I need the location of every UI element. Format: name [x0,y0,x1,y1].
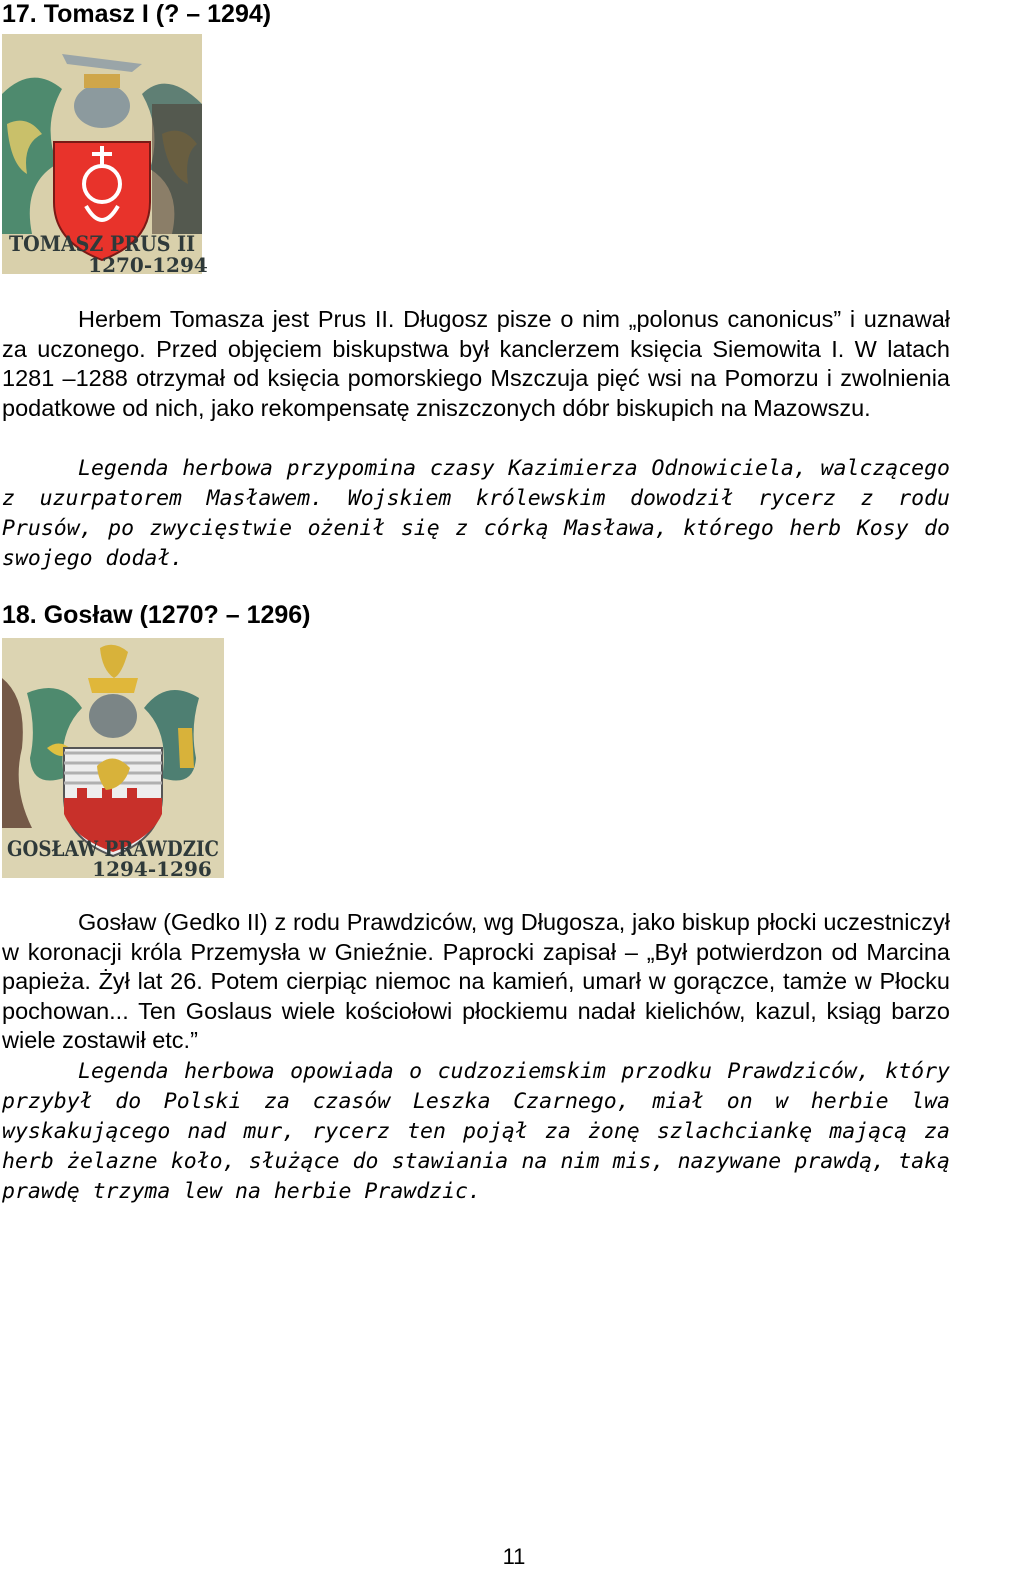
coat-of-arms-prawdzic-image [2,638,224,881]
section-heading-tomasz: 17. Tomasz I (? – 1294) [2,0,272,28]
section-legend-goslaw [2,1057,950,1207]
crest-caption-name: TOMASZ PRUS II [9,231,195,256]
paragraph-text: Herbem Tomasza jest Prus II. Długosz pisze o nim „polonus canonicus” i uznawał za uczonego. Przed objęciem biskupstwa był kanclerzem księcia Siemowita I. W latach 1281 –1288 otrzymał od księcia pomorskiego Mszczuja pięć wsi na Pomorzu i zwolnienia podatkowe od nich, jako rekompensatę zniszczonych dóbr biskupich na Mazowszu. [2,306,950,421]
section-heading-goslaw: 18. Gosław (1270? – 1296) [2,601,311,629]
crest-caption-dates: 1294-1296 [92,857,212,881]
crest-caption-dates: 1270-1294 [88,253,208,277]
section-paragraph-tomasz [2,305,950,423]
coat-of-arms-prus-image [2,34,208,277]
section-paragraph-goslaw [2,908,950,1056]
crest-caption-name: GOSŁAW PRAWDZIC [7,836,219,861]
prawdzic-crest-illustration [2,638,224,881]
page-number: 11 [502,1544,526,1569]
legend-text: Legenda herbowa przypomina czasy Kazimierza Odnowiciela, walczącego z uzurpatorem Masławem. Wojskiem królewskim dowodził rycerz z rodu Prusów, po zwycięstwie ożenił się z córką Masława, którego herb Kosy do swojego dodał. [2,456,950,571]
legend-text: Legenda herbowa opowiada o cudzoziemskim przodku Prawdziców, który przybył do Polski za czasów Leszka Czarnego, miał on w herbie lwa wyskakującego nad mur, rycerz ten pojął za żonę szlachciankę mającą za herb żelazne koło, służące do stawiania na nim mis, nazywane prawdą, taką prawdę trzyma lew na herbie Prawdzic. [2,1059,950,1204]
paragraph-text: Gosław (Gedko II) z rodu Prawdziców, wg Długosza, jako biskup płocki uczestniczył w koronacji króla Przemysła w Gnieźnie. Paprocki zapisał – „Był potwierdzon od Marcina papieża. Żył lat 26. Potem cierpiąc niemoc na kamień, umarł w gorączce, tamże w Płocku pochowan... Ten Goslaus wiele kościołowi płockiemu nadał kielichów, kazul, ksiąg barzo wiele zostawił etc.” [2,909,950,1054]
prus-crest-illustration [2,34,208,277]
section-legend-tomasz [2,454,950,574]
